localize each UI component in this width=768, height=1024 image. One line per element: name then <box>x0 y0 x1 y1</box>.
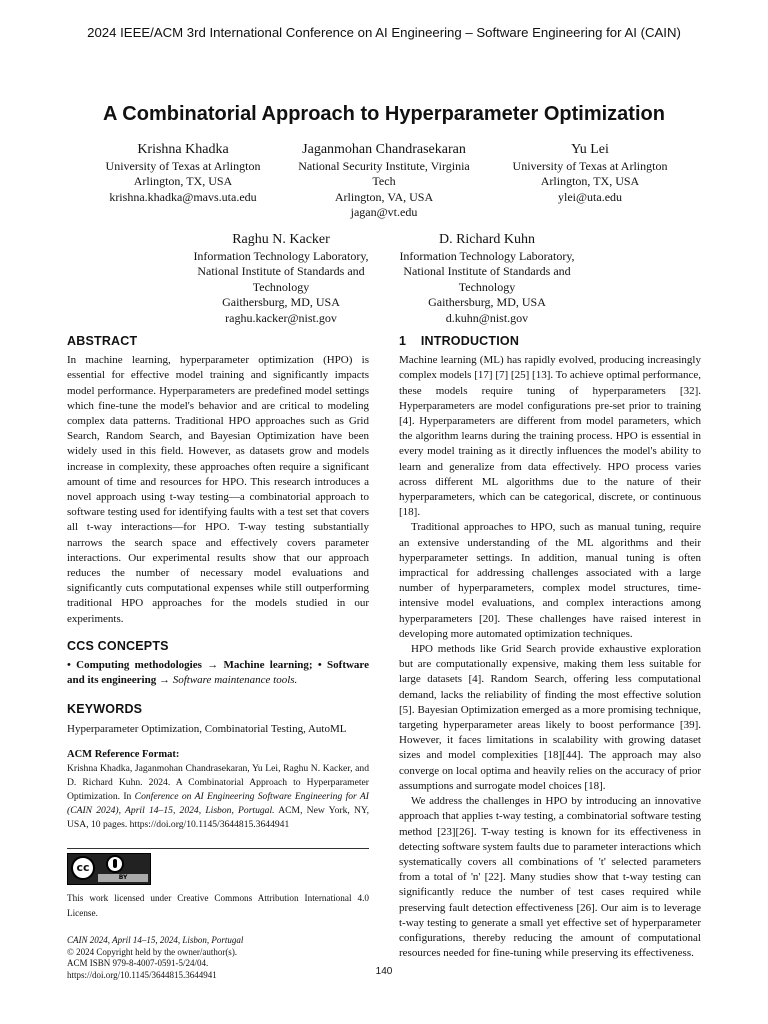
author-email: jagan@vt.edu <box>350 205 418 220</box>
author-affiliation: Information Technology Laboratory, <box>193 249 369 263</box>
paper-title: A Combinatorial Approach to Hyperparameter Optimization <box>103 103 665 125</box>
author-name: Raghu N. Kacker <box>232 232 330 247</box>
author-block-3 <box>490 141 690 205</box>
author-block-1 <box>83 141 283 205</box>
keywords-text: Hyperparameter Optimization, Combinatorial Testing, AutoML <box>67 722 347 735</box>
author-name: Krishna Khadka <box>137 142 229 157</box>
author-block-5 <box>387 231 587 326</box>
author-email: ylei@uta.edu <box>557 189 623 204</box>
reference-venue: Conference on AI Engineering Software Engineering for AI (CAIN 2024), April 14–15, 2024, Lisbon, Portugal. <box>67 791 369 817</box>
author-affiliation: University of Texas at Arlington <box>105 159 261 173</box>
intro-paragraph: Traditional approaches to HPO, such as manual tuning, require an extensive understanding of the ML algorithms and their hyperparameter settings. In addition, manual tuning is often impractical for addressing challenges associated with a large number of hyperparameters, complex model structures, time-intensive model evaluations, and complex interactions among hyperparameters [20]. These challenges have raised interest in developing more automated optimization techniques. <box>399 521 701 640</box>
author-email: raghu.kacker@nist.gov <box>225 310 337 325</box>
author-affiliation: Technology <box>458 279 516 294</box>
author-affiliation: Tech <box>372 174 396 189</box>
author-affiliation: National Institute of Standards and <box>197 264 365 279</box>
author-email: d.kuhn@nist.gov <box>445 310 529 325</box>
pub-venue: CAIN 2024, April 14–15, 2024, Lisbon, Portugal <box>67 935 244 946</box>
intro-paragraph: Machine learning (ML) has rapidly evolved, producing increasingly complex models [17] [7] [25] [13]. To achieve optimal performance, these models require tuning of hyperparameters [32]. Hyperparameters are model configurations pre-set prior to training [4]. Hyperparameters are different from model parameters, which the algorithm learns during the training process. HPO is essential in every model training as it directly influences the model's ability to learn and generalize from data effectively. HPO process varies across different ML algorithms due to the nature of their hyperparameters, which can be categorical, discrete, or continuous [18]. <box>399 354 701 519</box>
author-location: Gaithersburg, MD, USA <box>222 295 340 310</box>
reference-heading: ACM Reference Format: <box>67 748 180 760</box>
ccs-concepts-italic: Software maintenance tools. <box>172 674 298 687</box>
author-block-4 <box>181 231 381 326</box>
author-affiliation: National Security Institute, Virginia <box>298 159 470 173</box>
reference-text-part: Krishna Khadka, Jaganmohan Chandrasekaran, Yu Lei, Raghu N. Kacker, and D. Richard Kuhn. 2024. A Combinatorial Approach to Hyperparameter Optimization. In <box>67 763 369 803</box>
author-affiliation: Information Technology Laboratory, <box>399 249 575 263</box>
abstract-heading: ABSTRACT <box>67 334 138 348</box>
abstract-text: In machine learning, hyperparameter optimization (HPO) is essential for effective model training and significantly impacts model performance. Hyperparameters are predefined model settings which fine-tune the model's behavior and are critical to modeling complex data patterns. Traditional HPO approaches such as Grid Search, Random Search, and Bayesian Optimization have been widely used in this field. However, as datasets grow and models increase in complexity, these approaches often require a significant amount of time and resources for HPO. This research introduces a novel approach using t-way testing—a combinatorial approach to software testing used for identifying faults with a test set that covers all t-way interactions—for HPO. T-way testing substantially narrows the search space and effectively covers parameter interactions. Our experimental results show that our approach reduces the number of necessary model evaluations and significantly cuts computational expenses while still outperforming traditional HPO approaches for the models studied in our experiments. <box>67 354 369 625</box>
author-location: Gaithersburg, MD, USA <box>428 295 546 310</box>
page-number: 140 <box>375 966 393 977</box>
pub-isbn: ACM ISBN 979-8-4007-0591-5/24/04. <box>67 958 209 969</box>
pub-copyright: © 2024 Copyright held by the owner/author(s). <box>67 946 238 957</box>
intro-paragraph: We address the challenges in HPO by introducing an innovative approach that applies t-way testing, a combinatorial software testing method [23][26]. T-way testing is known for its effectiveness in detecting software system faults due to parameter interactions which systematically covers all combinations of 't' selected parameters from a total of 'n' [22]. Many studies show that t-way testing can significantly reduce the number of test cases required while preserving fault detection effectiveness [26]. Our aim is to leverage t-way testing to generate a small yet effective set of hyperparameter configurations, thereby reducing the amount of computational resources needed for fine-tuning while preserving its effectiveness. <box>399 795 701 960</box>
author-name: Jaganmohan Chandrasekaran <box>302 142 466 157</box>
author-block-2 <box>283 141 485 221</box>
right-column <box>399 334 701 961</box>
author-location: Arlington, TX, USA <box>133 174 233 189</box>
reference-text <box>67 762 369 832</box>
intro-paragraph: HPO methods like Grid Search provide exhaustive exploration but are computationally expensive, making them less suitable for large datasets [4]. Random Search, offering less computational demand, lacks the reliability of finding the most effective solution [5]. Bayesian Optimization emerged as a more promising technique, targeting hyperparameter areas likely to boost performance [39]. However, it faces limitations in scalability with growing dataset sizes and model complexities [18][44]. The approach may also converge on local optima and heavily relies on the accuracy of prior assumptions and surrogate model choices [18]. <box>399 643 701 792</box>
license-divider <box>67 848 369 849</box>
introduction-heading: 1 INTRODUCTION <box>399 334 520 348</box>
pub-doi: https://doi.org/10.1145/3644815.3644941 <box>67 969 217 980</box>
license-text: This work licensed under Creative Commons Attribution International 4.0 License. <box>67 893 369 919</box>
attribution-person-icon <box>106 855 124 873</box>
left-column <box>67 334 369 981</box>
author-email: krishna.khadka@mavs.uta.edu <box>109 189 257 204</box>
conference-header: 2024 IEEE/ACM 3rd International Conference on AI Engineering – Software Engineering for AI (CAIN) <box>87 25 681 40</box>
reference-text-part: ACM, New York, NY, USA, 10 pages. https://doi.org/10.1145/3644815.3644941 <box>67 805 369 831</box>
ccs-concepts <box>67 658 369 688</box>
ccs-concepts-bold: • Computing methodologies → Machine learning; • Software and its engineering → <box>67 659 369 687</box>
author-affiliation: Technology <box>252 279 310 294</box>
keywords-heading: KEYWORDS <box>67 702 143 717</box>
author-affiliation: University of Texas at Arlington <box>512 159 668 173</box>
author-location: Arlington, VA, USA <box>334 189 434 204</box>
cc-icon: cc <box>71 856 95 880</box>
ccs-heading: CCS CONCEPTS <box>67 638 169 653</box>
by-label: BY <box>98 874 148 882</box>
author-name: Yu Lei <box>571 142 609 157</box>
author-location: Arlington, TX, USA <box>540 174 640 189</box>
author-name: D. Richard Kuhn <box>438 232 536 247</box>
author-affiliation: National Institute of Standards and <box>403 264 571 279</box>
cc-by-license-icon <box>67 853 151 885</box>
